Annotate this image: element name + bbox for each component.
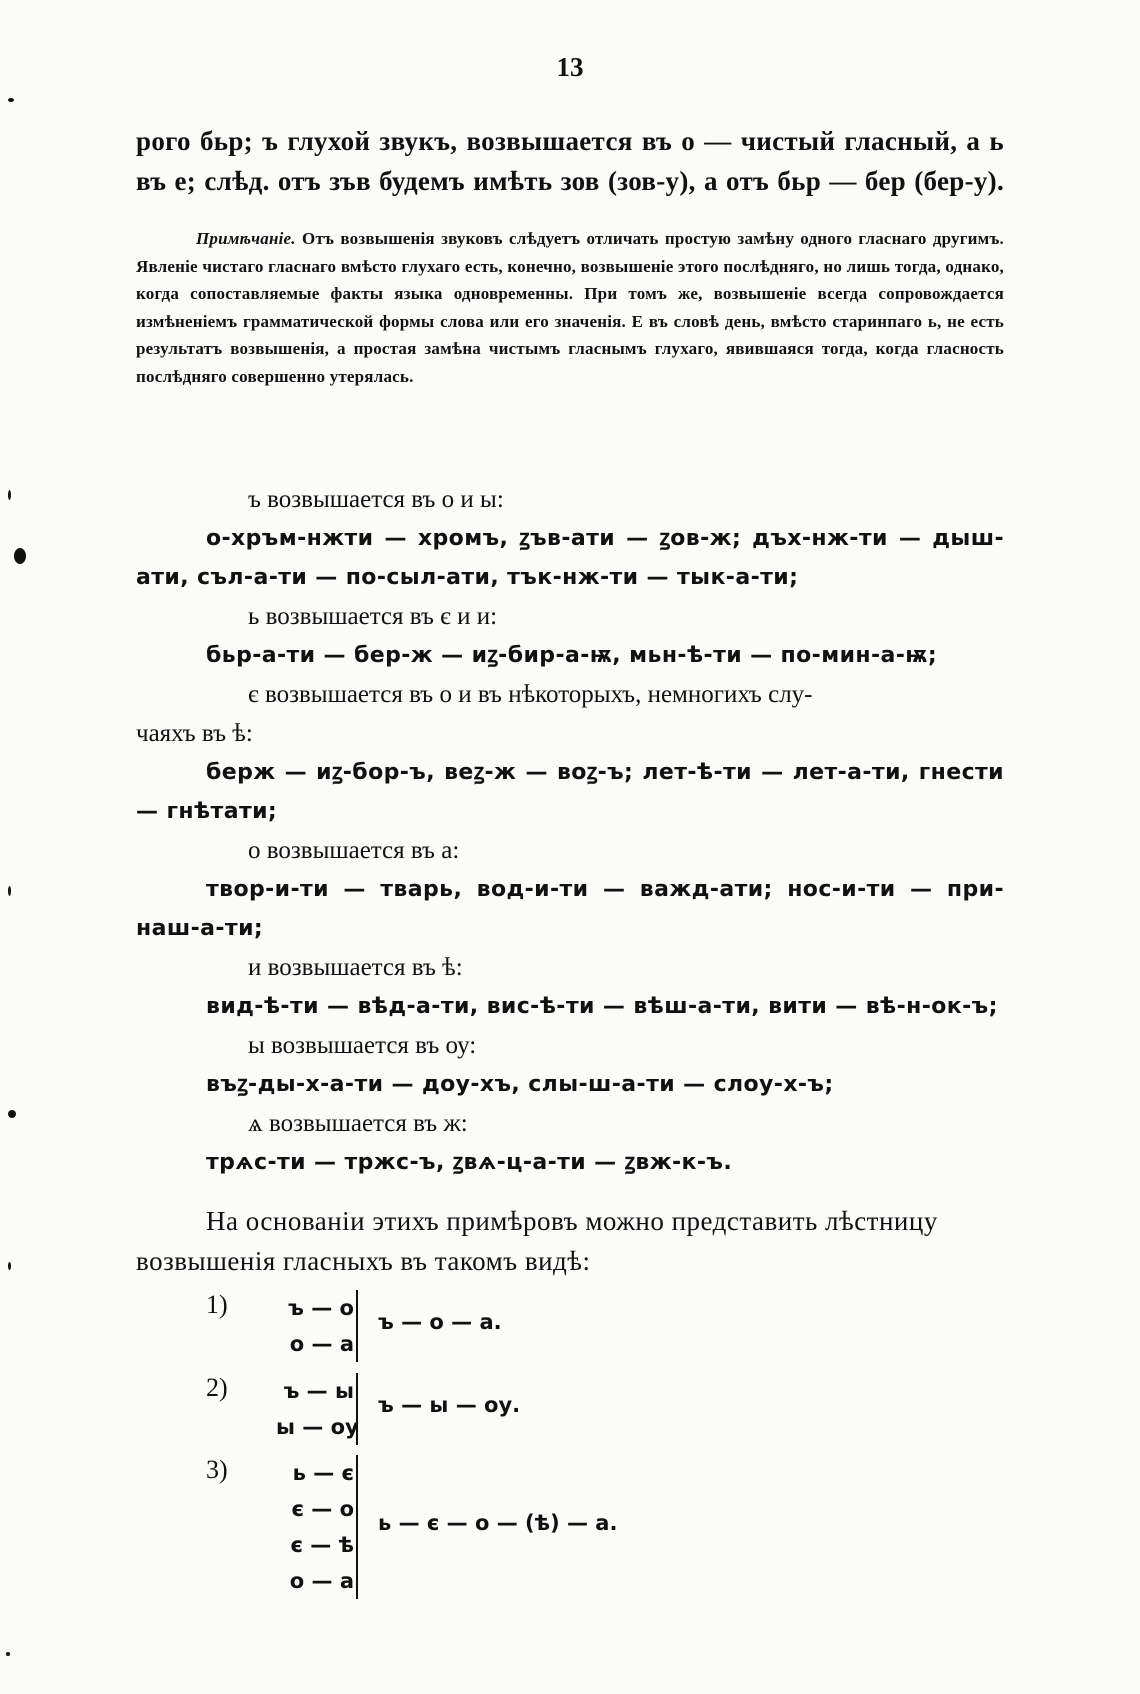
ladder-1-result: ъ — о — а. bbox=[378, 1310, 502, 1334]
rule-examples-7: трѧс-ти — тржс-ъ, ꙁвѧ-ц-а-ти — ꙁвж-к-ъ. bbox=[206, 1150, 733, 1175]
rule-examples-3: берж — иꙁ-бор-ъ, веꙁ-ж — воꙁ-ъ; лет-ѣ-ти — лет-а-ти, гнести — гнѣтати; bbox=[136, 760, 1004, 824]
margin-speck bbox=[8, 490, 11, 500]
ladder-2-brace bbox=[356, 1373, 368, 1445]
rule-examples-1: о-хръм-нжти — хромъ, ꙁъв-ати — ꙁов-ж; дъх-нж-ти — дыш-ати, съл-а-ти — по-сыл-ати, тък-нж-ти — тык-а-ти; bbox=[136, 526, 1004, 590]
ladder-3-pair-2: є — о bbox=[291, 1497, 354, 1521]
ladder-1-pair-2: о — а bbox=[289, 1332, 354, 1356]
ladder-1-pair-1: ъ — о bbox=[288, 1296, 354, 1320]
footnote-remark bbox=[136, 225, 1004, 390]
rule-examples-6: въꙁ-ды-х-а-ти — доу-хъ, слы-ш-а-ти — слоу-х-ъ; bbox=[206, 1072, 834, 1097]
rule-examples-2: бьр-а-ти — бер-ж — иꙁ-бир-а-ѭ, мьн-ѣ-ти — по-мин-а-ѭ; bbox=[206, 643, 938, 668]
margin-speck bbox=[8, 98, 14, 102]
ladder-1-brace bbox=[356, 1290, 368, 1362]
rule-head-2: ь возвышается въ є и и: bbox=[248, 603, 498, 630]
margin-speck bbox=[14, 548, 26, 564]
ladder-3-result: ь — є — о — (ѣ) — а. bbox=[378, 1511, 618, 1535]
ladder-2-pair-2: ы — оу bbox=[276, 1415, 359, 1439]
conclusion-paragraph: На основаніи этихъ примѣровъ можно представить лѣстницу возвышенія гласныхъ въ такомъ видѣ: bbox=[136, 1206, 938, 1276]
ladder-3-pair-1: ь — є bbox=[292, 1461, 354, 1485]
margin-speck bbox=[8, 1110, 16, 1118]
vowel-rules bbox=[136, 480, 1004, 1182]
rule-head-4: о возвышается въ а: bbox=[248, 837, 460, 864]
page-number: 13 bbox=[556, 52, 584, 82]
ladder-3-brace bbox=[356, 1455, 368, 1599]
ladder-2-pairs bbox=[276, 1373, 359, 1445]
rule-head-5: и возвышается въ ѣ: bbox=[248, 954, 463, 981]
intro-line-2: въ е; слѣд. отъ зъв будемъ имѣть зов (зов-у), а отъ бьр — бер (бер-у). bbox=[136, 166, 1004, 196]
ladder-3-pair-4: о — а bbox=[289, 1569, 354, 1593]
rule-head-3-wrap: чаяхъ въ ѣ: bbox=[136, 720, 253, 747]
margin-speck bbox=[8, 886, 11, 896]
intro-line-1: рого бьр; ъ глухой звукъ, возвышается въ о — чистый гласный, а ь bbox=[136, 126, 1004, 156]
intro-paragraph bbox=[136, 121, 1004, 201]
margin-speck bbox=[6, 1652, 10, 1656]
ladder-2-result: ъ — ы — оу. bbox=[378, 1393, 521, 1417]
ladder-3-pairs bbox=[276, 1455, 354, 1599]
rule-head-7: ѧ возвышается въ ж: bbox=[248, 1110, 468, 1137]
ladder-3-pair-3: є — ѣ bbox=[290, 1533, 354, 1557]
note-label: Примѣчаніе. bbox=[196, 229, 296, 248]
rule-head-1: ъ возвышается въ о и ы: bbox=[248, 486, 504, 513]
margin-speck bbox=[8, 1262, 11, 1270]
rule-examples-5: вид-ѣ-ти — вѣд-а-ти, вис-ѣ-ти — вѣш-а-ти, вити — вѣ-н-ок-ъ; bbox=[206, 994, 998, 1019]
note-text: Отъ возвышенія звуковъ слѣдуетъ отличать простую замѣну одного гласнаго другимъ. Явленіе чистаго гласнаго вмѣсто глухаго есть, конечно, возвышеніе этого послѣдняго, но лишь тогда, однако, когда сопоставляемые факты языка одновременны. При томъ же, возвышеніе всегда сопровождается измѣненіемъ грамматической формы слова или его значенія. Е въ словѣ день, вмѣсто старинпаго ь, не есть результатъ возвышенія, а простая замѣна чистымъ гласнымъ глухаго, явившаяся тогда, когда гласность послѣдняго совершенно утерялась. bbox=[136, 229, 1005, 386]
ladder-3-number: 3) bbox=[206, 1455, 228, 1484]
ladder-1-pairs bbox=[276, 1290, 354, 1362]
rule-head-6: ы возвышается въ оу: bbox=[248, 1032, 477, 1059]
ladder-1-number: 1) bbox=[206, 1290, 228, 1319]
ladder-2-number: 2) bbox=[206, 1373, 228, 1402]
rule-examples-4: твор-и-ти — тварь, вод-и-ти — важд-ати; нос-и-ти — при-наш-а-ти; bbox=[136, 877, 1004, 941]
rule-head-3: є возвышается въ о и въ нѣкоторыхъ, немногихъ слу- bbox=[248, 681, 813, 708]
ladder-2-pair-1: ъ — ы bbox=[283, 1379, 354, 1403]
